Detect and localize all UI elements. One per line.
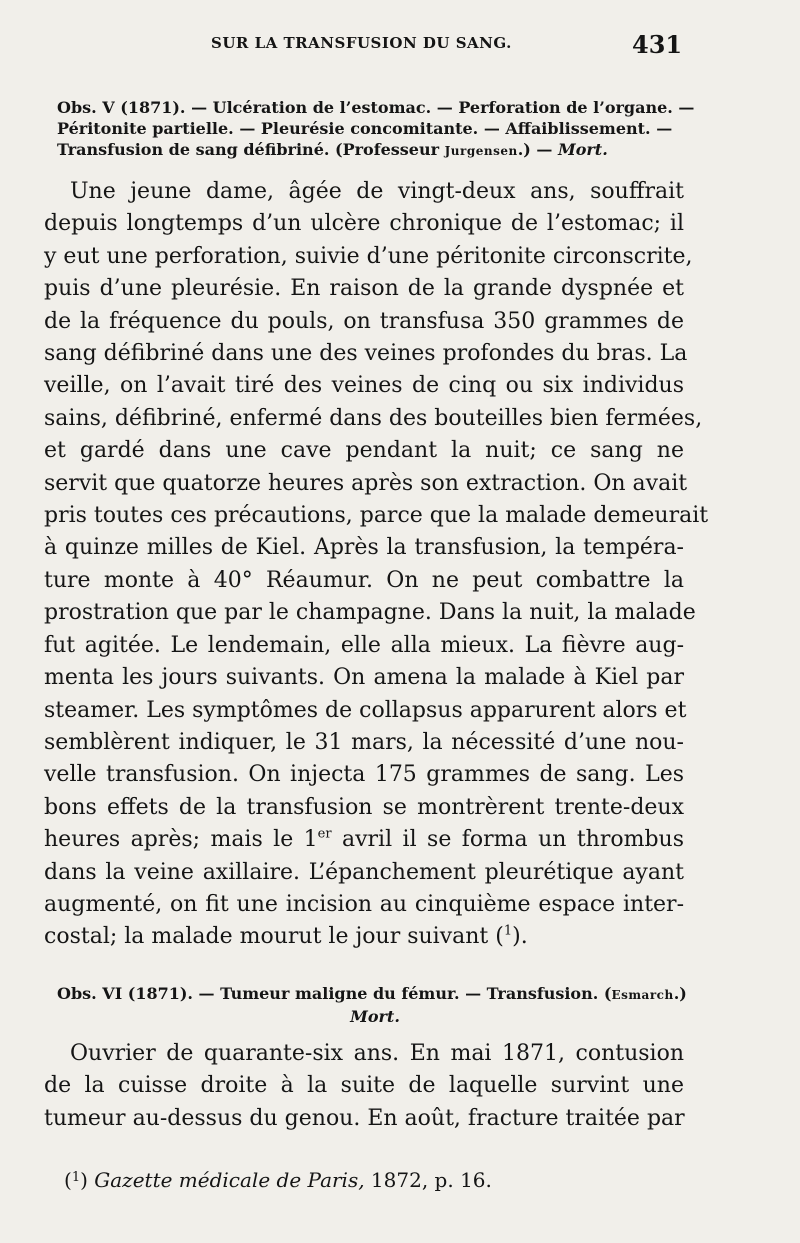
footnote (64, 1168, 492, 1192)
body-line: menta les jours suivants. On amena la malade à Kiel par (44, 665, 684, 691)
body-line: augmenté, on fit une incision au cinquième espace inter- (44, 891, 684, 917)
body-line: à quinze milles de Kiel. Après la transfusion, la tempéra- (44, 535, 684, 561)
body-line-last (44, 921, 684, 953)
body-line: de la cuisse droite à la suite de laquelle survint une (44, 1073, 684, 1099)
obs5-heading-line-1: Obs. V (1871). — Ulcération de l’estomac. — Perforation de l’organe. — (57, 98, 695, 117)
body-line: y eut une perforation, suivie d’une péritonite circonscrite, (44, 243, 693, 269)
body-line: ture monte à 40° Réaumur. On ne peut combattre la (44, 567, 684, 593)
footnote-reference: 1 (503, 924, 513, 940)
obs5-body (44, 176, 709, 954)
footnote-paren-close: ) (80, 1168, 95, 1192)
body-line: semblèrent indiquer, le 31 mars, la nécessité d’une nou- (44, 729, 684, 755)
obs5-outcome: Mort. (557, 140, 608, 159)
obs6-professor-name: Esmarch (611, 988, 674, 1002)
running-title: SUR LA TRANSFUSION DU SANG. (211, 34, 512, 52)
obs5-heading-line-3-mid: .) — (517, 140, 558, 159)
body-line: servit que quatorze heures après son extraction. On avait (44, 470, 688, 496)
obs6-heading-prefix: Obs. VI (1871). — Tumeur maligne du fémur. — Transfusion. ( (57, 984, 612, 1003)
page-header (0, 30, 800, 60)
body-line: bons effets de la transfusion se montrèrent trente-deux (44, 794, 684, 820)
body-line: et gardé dans une cave pendant la nuit; ce sang ne (44, 438, 684, 464)
body-line-21-prefix: heures après; mais le 1 (44, 827, 318, 853)
footnote-journal: Gazette médicale de Paris, (94, 1168, 365, 1192)
body-line: pris toutes ces précautions, parce que la malade demeurait (44, 503, 709, 529)
obs5-heading-line-2: Péritonite partielle. — Pleurésie concomitante. — Affaiblissement. — (57, 119, 673, 138)
obs5-heading-line-3 (57, 139, 693, 162)
obs5-heading-line-3-prefix: Transfusion de sang défibriné. (Professeur (57, 140, 445, 159)
body-line: velle transfusion. On injecta 175 grammes de sang. Les (44, 762, 684, 788)
footnote-paren-open: ( (64, 1168, 72, 1192)
obs5-heading (57, 97, 693, 162)
body-line: Ouvrier de quarante-six ans. En mai 1871, contusion (70, 1041, 684, 1066)
body-line: puis d’une pleurésie. En raison de la grande dyspnée et (44, 276, 684, 302)
obs6-heading-end: .) (673, 984, 687, 1003)
page-number: 431 (632, 30, 683, 59)
body-line: prostration que par le champagne. Dans la nuit, la malade (44, 600, 696, 626)
body-line: tumeur au-dessus du genou. En août, fracture traitée par (44, 1105, 685, 1131)
body-line: fut agitée. Le lendemain, elle alla mieux. La fièvre aug- (44, 632, 684, 658)
body-line: sains, défibriné, enfermé dans des bouteilles bien fermées, (44, 405, 703, 431)
body-line: de la fréquence du pouls, on transfusa 350 grammes de (44, 308, 684, 334)
body-line-21-suffix: avril il se forma un thrombus (331, 827, 684, 853)
footnote-mark: 1 (71, 1170, 81, 1185)
obs6-heading (57, 983, 693, 1027)
body-line: steamer. Les symptômes de collapsus apparurent alors et (44, 697, 687, 723)
body-line: veille, on l’avait tiré des veines de cinq ou six individus (44, 373, 684, 399)
body-line: sang défibriné dans une des veines profondes du bras. La (44, 341, 688, 367)
obs6-outcome: Mort. (350, 1007, 400, 1026)
last-line-text: costal; la malade mourut le jour suivant ( (44, 924, 504, 950)
obs6-body (44, 1038, 684, 1135)
footnote-rest: 1872, p. 16. (364, 1168, 492, 1192)
body-line: depuis longtemps d’un ulcère chronique de l’estomac; il (44, 211, 684, 237)
body-line: dans la veine axillaire. L’épanchement pleurétique ayant (44, 859, 684, 885)
obs5-professor-name: Jurgensen (444, 144, 518, 158)
ordinal-superscript: er (317, 826, 332, 842)
obs6-heading-line-1 (57, 983, 693, 1006)
body-line (44, 824, 684, 856)
last-line-end: ). (512, 924, 528, 950)
body-line: Une jeune dame, âgée de vingt-deux ans, souffrait (70, 179, 684, 204)
